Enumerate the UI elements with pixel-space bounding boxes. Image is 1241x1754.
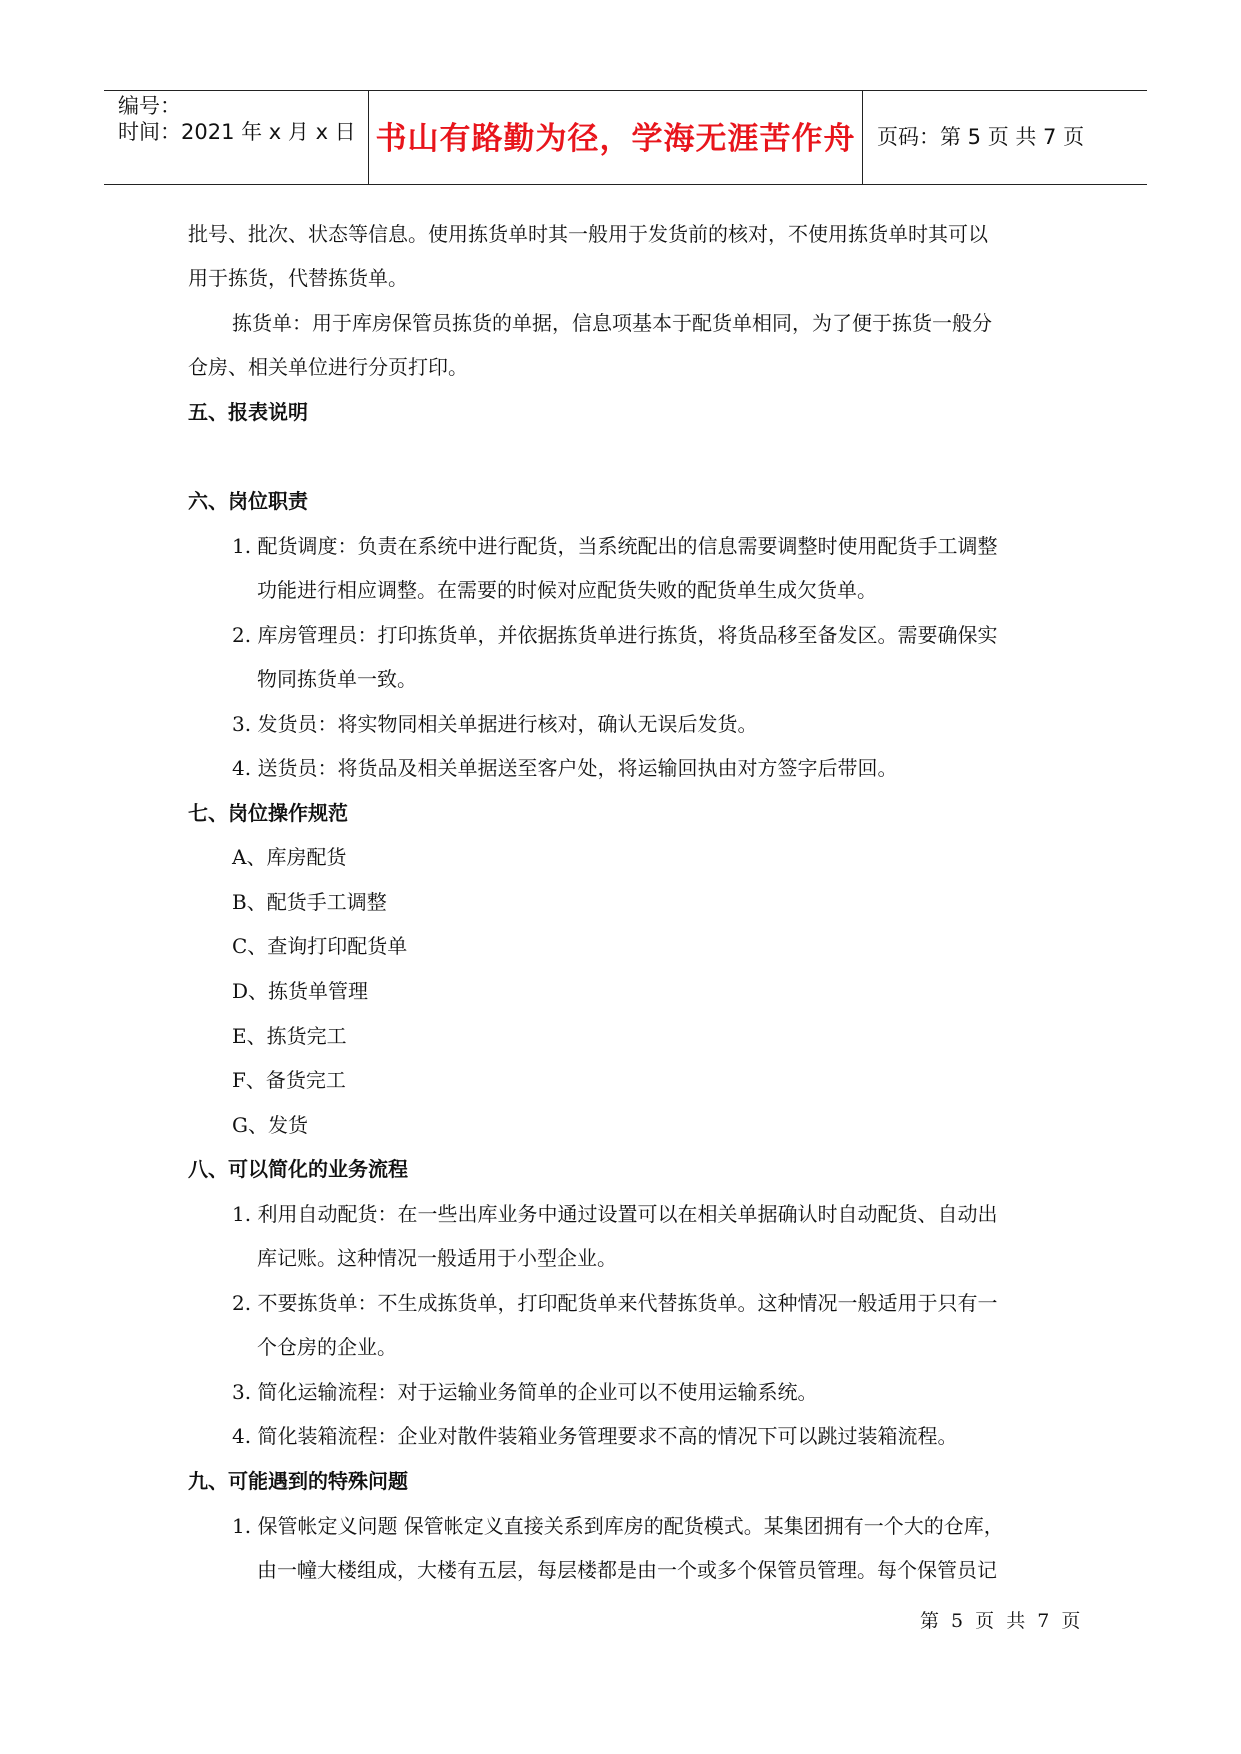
list-item: 1. 配货调度：负责在系统中进行配货，当系统配出的信息需要调整时使用配货手工调整 — [232, 534, 998, 558]
paragraph-line: 批号、批次、状态等信息。使用拣货单时其一般用于发货前的核对，不使用拣货单时其可以 — [188, 222, 988, 246]
list-item: 3. 简化运输流程：对于运输业务简单的企业可以不使用运输系统。 — [232, 1380, 818, 1404]
header-table — [104, 90, 1147, 185]
header-page-cell — [863, 91, 1147, 184]
document-number-label: 编号： — [118, 94, 181, 118]
list-item-continuation: 功能进行相应调整。在需要的时候对应配货失败的配货单生成欠货单。 — [257, 578, 877, 602]
section-heading-8: 八、可以简化的业务流程 — [188, 1157, 408, 1181]
list-item: 1. 保管帐定义问题 保管帐定义直接关系到库房的配货模式。某集团拥有一个大的仓库， — [232, 1514, 1004, 1538]
paragraph-line: 拣货单：用于库房保管员拣货的单据，信息项基本于配货单相同，为了便于拣货一般分 — [232, 311, 992, 335]
document-time: 时间：2021 年 x 月 x 日 — [118, 120, 356, 144]
section-heading-5: 五、报表说明 — [188, 400, 308, 424]
list-item: 2. 不要拣货单：不生成拣货单，打印配货单来代替拣货单。这种情况一般适用于只有一 — [232, 1291, 998, 1315]
header-page-number: 页码：第 5 页 共 7 页 — [877, 125, 1085, 149]
list-item: 2. 库房管理员：打印拣货单，并依据拣货单进行拣货，将货品移至备发区。需要确保实 — [232, 623, 998, 647]
page-footer: 第 5 页 共 7 页 — [920, 1610, 1081, 1632]
section-heading-7: 七、岗位操作规范 — [188, 801, 348, 825]
list-item: A、库房配货 — [232, 845, 347, 869]
list-item-continuation: 由一幢大楼组成，大楼有五层，每层楼都是由一个或多个保管员管理。每个保管员记 — [257, 1558, 997, 1582]
list-item: 3. 发货员：将实物同相关单据进行核对，确认无误后发货。 — [232, 712, 758, 736]
list-item: 4. 简化装箱流程：企业对散件装箱业务管理要求不高的情况下可以跳过装箱流程。 — [232, 1424, 958, 1448]
section-heading-6: 六、岗位职责 — [188, 489, 308, 513]
list-item: G、发货 — [232, 1113, 308, 1137]
list-item: 4. 送货员：将货品及相关单据送至客户处，将运输回执由对方签字后带回。 — [232, 756, 898, 780]
section-heading-9: 九、可能遇到的特殊问题 — [188, 1469, 408, 1493]
paragraph-line: 仓房、相关单位进行分页打印。 — [188, 355, 468, 379]
list-item: 1. 利用自动配货：在一些出库业务中通过设置可以在相关单据确认时自动配货、自动出 — [232, 1202, 998, 1226]
list-item: D、拣货单管理 — [232, 979, 369, 1003]
header-motto-cell — [368, 91, 863, 184]
motto-banner: 书山有路勤为径，学海无涯苦作舟 — [375, 121, 856, 157]
list-item: E、拣货完工 — [232, 1024, 347, 1048]
paragraph-line: 用于拣货，代替拣货单。 — [188, 266, 408, 290]
header-info-cell — [104, 91, 368, 184]
list-item-continuation: 库记账。这种情况一般适用于小型企业。 — [257, 1246, 617, 1270]
list-item: C、查询打印配货单 — [232, 934, 408, 958]
list-item-continuation: 个仓房的企业。 — [257, 1335, 397, 1359]
list-item: B、配货手工调整 — [232, 890, 387, 914]
list-item: F、备货完工 — [232, 1068, 346, 1092]
list-item-continuation: 物同拣货单一致。 — [257, 667, 417, 691]
